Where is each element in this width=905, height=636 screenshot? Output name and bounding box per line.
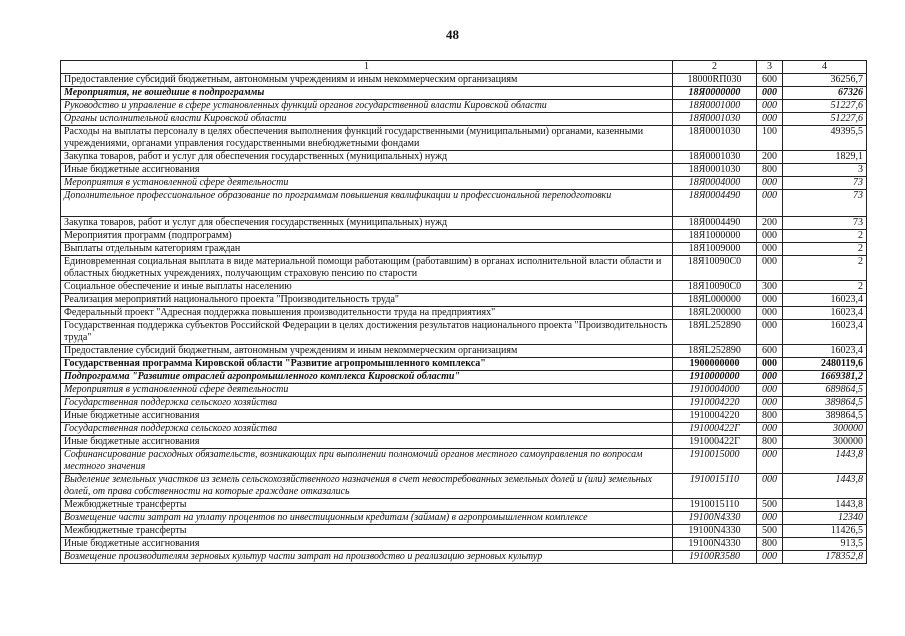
table-row [61,281,867,294]
table-row [61,423,867,436]
table-row [61,499,867,512]
row-code-cell: 18Я1009000 [673,243,757,256]
row-code-cell: 18ЯL252890 [673,345,757,358]
row-name-cell: Мероприятия в установленной сфере деятельности [61,177,673,190]
row-amount-cell: 300000 [783,423,867,436]
row-code-cell: 18Я10090С0 [673,281,757,294]
row-name-cell: Иные бюджетные ассигнования [61,410,673,423]
row-amount-cell: 2 [783,281,867,294]
row-vr-cell: 600 [757,345,783,358]
header-cell-1: 1 [61,61,673,74]
row-name-cell: Федеральный проект "Адресная поддержка повышения производительности труда на предприятиях" [61,307,673,320]
row-vr-cell: 000 [757,449,783,474]
row-vr-cell: 300 [757,281,783,294]
table-row [61,164,867,177]
row-amount-cell: 16023,4 [783,294,867,307]
row-amount-cell: 67326 [783,87,867,100]
row-vr-cell: 000 [757,307,783,320]
row-code-cell: 18Я0001030 [673,126,757,151]
row-name-cell: Расходы на выплаты персоналу в целях обеспечения выполнения функций государственными (муниципальными) органами, казенными учреждениями, органами управления государственными внебюджетными фондами [61,126,673,151]
row-name-cell: Предоставление субсидий бюджетным, автономным учреждениям и иным некоммерческим организациям [61,74,673,87]
table-row [61,512,867,525]
row-code-cell: 1900000000 [673,358,757,371]
row-code-cell: 18ЯL252890 [673,320,757,345]
row-amount-cell: 2 [783,230,867,243]
row-code-cell: 18Я0000000 [673,87,757,100]
row-amount-cell: 1669381,2 [783,371,867,384]
row-vr-cell: 000 [757,256,783,281]
row-code-cell: 18Я0001030 [673,151,757,164]
row-name-cell: Возмещение части затрат на уплату процентов по инвестиционным кредитам (займам) в агропромышленном комплексе [61,512,673,525]
row-code-cell: 1910015110 [673,474,757,499]
row-amount-cell: 2480119,6 [783,358,867,371]
row-code-cell: 1910004000 [673,384,757,397]
page-number: 48 [446,27,459,42]
row-vr-cell: 000 [757,423,783,436]
row-code-cell: 1910004220 [673,410,757,423]
table-row [61,371,867,384]
row-vr-cell: 000 [757,190,783,217]
row-vr-cell: 000 [757,384,783,397]
row-code-cell: 18Я1000000 [673,230,757,243]
table-row [61,474,867,499]
row-vr-cell: 500 [757,525,783,538]
row-name-cell: Социальное обеспечение и иные выплаты населению [61,281,673,294]
row-name-cell: Закупка товаров, работ и услуг для обеспечения государственных (муниципальных) нужд [61,151,673,164]
table-row [61,384,867,397]
row-name-cell: Межбюджетные трансферты [61,499,673,512]
row-name-cell: Мероприятия программ (подпрограмм) [61,230,673,243]
row-name-cell: Софинансирование расходных обязательств, возникающих при выполнении полномочий органов местного самоуправления по вопросам местного значения [61,449,673,474]
row-amount-cell: 16023,4 [783,345,867,358]
row-amount-cell: 300000 [783,436,867,449]
row-name-cell: Выплаты отдельным категориям граждан [61,243,673,256]
table-row [61,256,867,281]
row-name-cell: Государственная программа Кировской области "Развитие агропромышленного комплекса" [61,358,673,371]
table-row [61,307,867,320]
row-vr-cell: 000 [757,512,783,525]
row-vr-cell: 200 [757,151,783,164]
row-vr-cell: 000 [757,320,783,345]
row-vr-cell: 000 [757,397,783,410]
header-cell-3: 3 [757,61,783,74]
row-vr-cell: 000 [757,243,783,256]
row-vr-cell: 100 [757,126,783,151]
row-vr-cell: 800 [757,410,783,423]
row-code-cell: 18ЯL200000 [673,307,757,320]
table-header-row [61,61,867,74]
row-name-cell: Подпрограмма "Развитие отраслей агропромышленного комплекса Кировской области" [61,371,673,384]
row-code-cell: 19100R3580 [673,551,757,564]
table-row [61,230,867,243]
row-code-cell: 19100N4330 [673,512,757,525]
row-amount-cell: 1829,1 [783,151,867,164]
row-name-cell: Мероприятия, не вошедшие в подпрограммы [61,87,673,100]
table-row [61,113,867,126]
table-row [61,525,867,538]
row-vr-cell: 000 [757,474,783,499]
row-amount-cell: 1443,8 [783,449,867,474]
row-vr-cell: 500 [757,499,783,512]
row-name-cell: Выделение земельных участков из земель сельскохозяйственного назначения в счет невостребованных земельных долей и (или) земельных долей, от права собственности на которые граждане отказались [61,474,673,499]
row-amount-cell: 51227,6 [783,113,867,126]
row-amount-cell: 11426,5 [783,525,867,538]
row-amount-cell: 51227,6 [783,100,867,113]
row-amount-cell: 3 [783,164,867,177]
row-vr-cell: 000 [757,87,783,100]
row-code-cell: 191000422Г [673,436,757,449]
row-name-cell: Органы исполнительной власти Кировской области [61,113,673,126]
row-vr-cell: 000 [757,371,783,384]
row-code-cell: 1910015110 [673,499,757,512]
row-vr-cell: 000 [757,294,783,307]
row-name-cell: Предоставление субсидий бюджетным, автономным учреждениям и иным некоммерческим организациям [61,345,673,358]
table-row [61,177,867,190]
row-name-cell: Государственная поддержка сельского хозяйства [61,423,673,436]
row-vr-cell: 000 [757,113,783,126]
row-code-cell: 18Я0004490 [673,190,757,217]
row-code-cell: 191000422Г [673,423,757,436]
row-code-cell: 18Я0001030 [673,113,757,126]
row-vr-cell: 000 [757,230,783,243]
row-code-cell: 18Я0001030 [673,164,757,177]
row-code-cell: 18000RП030 [673,74,757,87]
row-name-cell: Руководство и управление в сфере установленных функций органов государственной власти Кировской области [61,100,673,113]
row-code-cell: 1910000000 [673,371,757,384]
header-cell-2: 2 [673,61,757,74]
row-amount-cell: 2 [783,256,867,281]
table-row [61,100,867,113]
table-row [61,190,867,217]
row-name-cell: Государственная поддержка сельского хозяйства [61,397,673,410]
row-amount-cell: 16023,4 [783,307,867,320]
row-name-cell: Закупка товаров, работ и услуг для обеспечения государственных (муниципальных) нужд [61,217,673,230]
row-vr-cell: 800 [757,164,783,177]
table-row [61,449,867,474]
row-amount-cell: 12340 [783,512,867,525]
row-name-cell: Реализация мероприятий национального проекта "Производительность труда" [61,294,673,307]
row-amount-cell: 73 [783,190,867,217]
table-row [61,320,867,345]
row-amount-cell: 2 [783,243,867,256]
row-amount-cell: 389864,5 [783,410,867,423]
row-amount-cell: 389864,5 [783,397,867,410]
row-code-cell: 18Я0004490 [673,217,757,230]
row-amount-cell: 913,5 [783,538,867,551]
table-row [61,217,867,230]
table-row [61,551,867,564]
row-code-cell: 1910015000 [673,449,757,474]
row-amount-cell: 36256,7 [783,74,867,87]
row-amount-cell: 1443,8 [783,499,867,512]
row-amount-cell: 689864,5 [783,384,867,397]
row-code-cell: 19100N4330 [673,525,757,538]
row-vr-cell: 200 [757,217,783,230]
row-code-cell: 18ЯL000000 [673,294,757,307]
row-name-cell: Единовременная социальная выплата в виде материальной помощи работающим (работавшим) в органах исполнительной власти области и областных бюджетных учреждениях, получающим страховую пенсию по старости [61,256,673,281]
table-row [61,294,867,307]
row-amount-cell: 1443,8 [783,474,867,499]
table-row [61,410,867,423]
row-name-cell: Возмещение производителям зерновых культур части затрат на производство и реализацию зерновых культур [61,551,673,564]
table-row [61,126,867,151]
row-vr-cell: 000 [757,100,783,113]
table-row [61,345,867,358]
row-code-cell: 19100N4330 [673,538,757,551]
row-vr-cell: 000 [757,551,783,564]
row-name-cell: Иные бюджетные ассигнования [61,164,673,177]
row-name-cell: Иные бюджетные ассигнования [61,538,673,551]
row-name-cell: Межбюджетные трансферты [61,525,673,538]
row-name-cell: Дополнительное профессиональное образование по программам повышения квалификации и профессиональной переподготовки [61,190,673,217]
row-code-cell: 18Я10090С0 [673,256,757,281]
row-code-cell: 18Я0001000 [673,100,757,113]
row-vr-cell: 800 [757,538,783,551]
table-row [61,397,867,410]
row-vr-cell: 800 [757,436,783,449]
row-vr-cell: 000 [757,177,783,190]
table-row [61,538,867,551]
table-row [61,151,867,164]
table-row [61,436,867,449]
row-name-cell: Иные бюджетные ассигнования [61,436,673,449]
table-row [61,358,867,371]
row-amount-cell: 49395,5 [783,126,867,151]
row-code-cell: 18Я0004000 [673,177,757,190]
header-cell-4: 4 [783,61,867,74]
row-code-cell: 1910004220 [673,397,757,410]
table-row [61,74,867,87]
table-row [61,243,867,256]
row-vr-cell: 600 [757,74,783,87]
row-amount-cell: 16023,4 [783,320,867,345]
table-row [61,87,867,100]
row-name-cell: Государственная поддержка субъектов Российской Федерации в целях достижения результатов национального проекта "Производительность труда" [61,320,673,345]
row-amount-cell: 73 [783,217,867,230]
row-amount-cell: 178352,8 [783,551,867,564]
row-amount-cell: 73 [783,177,867,190]
row-vr-cell: 000 [757,358,783,371]
row-name-cell: Мероприятия в установленной сфере деятельности [61,384,673,397]
budget-table [60,60,867,564]
